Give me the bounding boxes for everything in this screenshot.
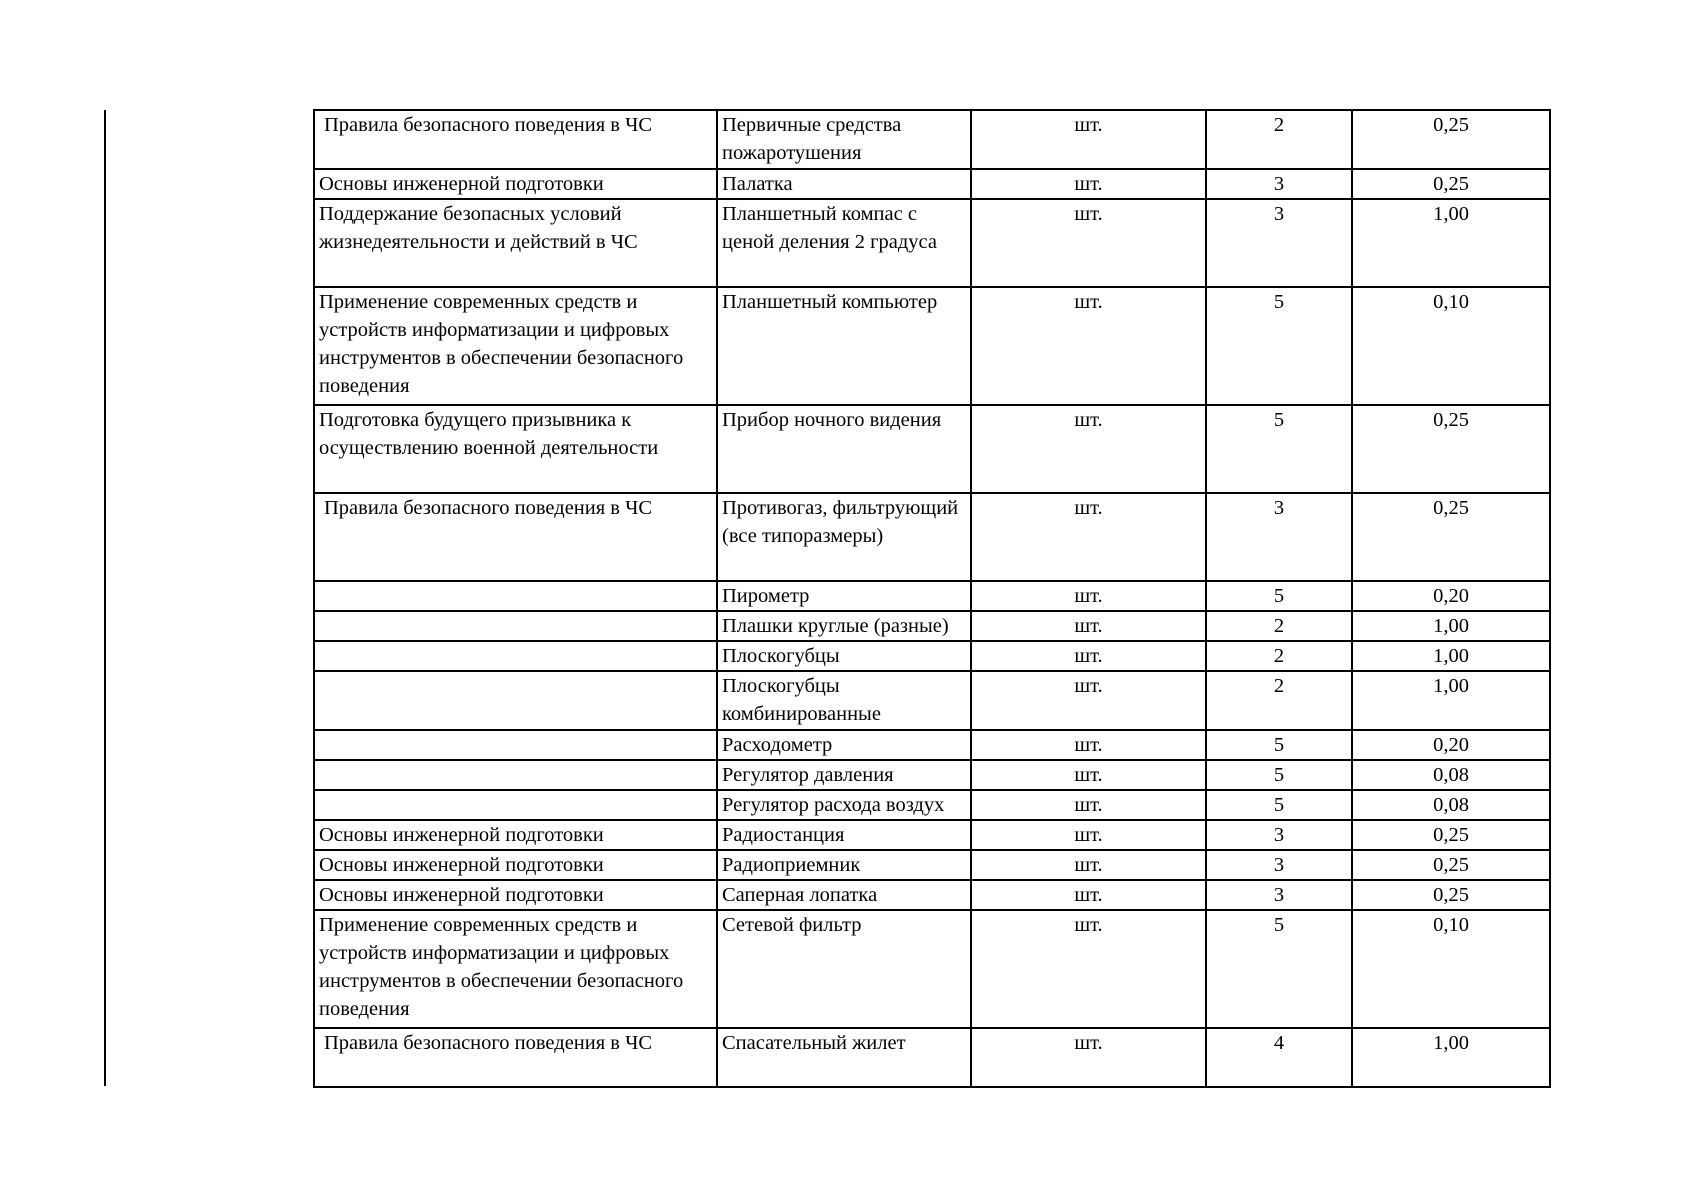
table-row <box>314 199 1550 287</box>
item-cell: Плоскогубцы комбинированные <box>717 671 971 730</box>
norm-cell: 0,25 <box>1352 110 1550 169</box>
unit-cell: шт. <box>971 405 1206 493</box>
norm-cell: 0,08 <box>1352 760 1550 790</box>
norm-cell: 0,25 <box>1352 405 1550 493</box>
unit-cell: шт. <box>971 169 1206 199</box>
table-row <box>314 611 1550 641</box>
unit-cell: шт. <box>971 287 1206 405</box>
unit-cell: шт. <box>971 820 1206 850</box>
unit-cell: шт. <box>971 581 1206 611</box>
quantity-cell: 3 <box>1206 493 1352 581</box>
equipment-table <box>313 109 1551 1088</box>
topic-cell <box>314 760 717 790</box>
quantity-cell: 2 <box>1206 611 1352 641</box>
unit-cell: шт. <box>971 850 1206 880</box>
topic-cell: Основы инженерной подготовки <box>314 169 717 199</box>
topic-cell: Основы инженерной подготовки <box>314 850 717 880</box>
quantity-cell: 5 <box>1206 730 1352 760</box>
unit-cell: шт. <box>971 730 1206 760</box>
item-cell: Пирометр <box>717 581 971 611</box>
item-cell: Первичные средства пожаротушения <box>717 110 971 169</box>
table-row <box>314 169 1550 199</box>
unit-cell: шт. <box>971 1028 1206 1087</box>
quantity-cell: 5 <box>1206 287 1352 405</box>
table-row <box>314 730 1550 760</box>
norm-cell: 0,20 <box>1352 730 1550 760</box>
topic-cell: Основы инженерной подготовки <box>314 820 717 850</box>
topic-cell: Поддержание безопасных условий жизнедеятельности и действий в ЧС <box>314 199 717 287</box>
topic-cell: Правила безопасного поведения в ЧС <box>314 493 717 581</box>
item-cell: Расходометр <box>717 730 971 760</box>
table-row <box>314 641 1550 671</box>
unit-cell: шт. <box>971 910 1206 1028</box>
quantity-cell: 5 <box>1206 760 1352 790</box>
quantity-cell: 2 <box>1206 641 1352 671</box>
unit-cell: шт. <box>971 493 1206 581</box>
quantity-cell: 5 <box>1206 581 1352 611</box>
item-cell: Радиоприемник <box>717 850 971 880</box>
quantity-cell: 5 <box>1206 405 1352 493</box>
item-cell: Плашки круглые (разные) <box>717 611 971 641</box>
quantity-cell: 3 <box>1206 850 1352 880</box>
table-row <box>314 880 1550 910</box>
quantity-cell: 3 <box>1206 169 1352 199</box>
unit-cell: шт. <box>971 641 1206 671</box>
item-cell: Спасательный жилет <box>717 1028 971 1087</box>
topic-cell: Основы инженерной подготовки <box>314 880 717 910</box>
quantity-cell: 5 <box>1206 910 1352 1028</box>
norm-cell: 0,10 <box>1352 910 1550 1028</box>
norm-cell: 0,25 <box>1352 493 1550 581</box>
norm-cell: 0,20 <box>1352 581 1550 611</box>
quantity-cell: 3 <box>1206 880 1352 910</box>
norm-cell: 1,00 <box>1352 641 1550 671</box>
table-row <box>314 850 1550 880</box>
topic-cell <box>314 790 717 820</box>
topic-cell: Правила безопасного поведения в ЧС <box>314 1028 717 1087</box>
item-cell: Прибор ночного видения <box>717 405 971 493</box>
quantity-cell: 3 <box>1206 820 1352 850</box>
table-row <box>314 110 1550 169</box>
norm-cell: 1,00 <box>1352 1028 1550 1087</box>
unit-cell: шт. <box>971 110 1206 169</box>
topic-cell <box>314 611 717 641</box>
table-row <box>314 405 1550 493</box>
quantity-cell: 2 <box>1206 671 1352 730</box>
norm-cell: 0,25 <box>1352 850 1550 880</box>
norm-cell: 0,25 <box>1352 169 1550 199</box>
unit-cell: шт. <box>971 611 1206 641</box>
norm-cell: 0,10 <box>1352 287 1550 405</box>
item-cell: Радиостанция <box>717 820 971 850</box>
table-row <box>314 910 1550 1028</box>
topic-cell: Правила безопасного поведения в ЧС <box>314 110 717 169</box>
topic-cell: Применение современных средств и устройств информатизации и цифровых инструментов в обеспечении безопасного поведения <box>314 287 717 405</box>
topic-cell <box>314 671 717 730</box>
table-row <box>314 287 1550 405</box>
table-row <box>314 1028 1550 1087</box>
topic-cell <box>314 641 717 671</box>
item-cell: Плоскогубцы <box>717 641 971 671</box>
table-row <box>314 820 1550 850</box>
norm-cell: 1,00 <box>1352 199 1550 287</box>
unit-cell: шт. <box>971 671 1206 730</box>
unit-cell: шт. <box>971 790 1206 820</box>
topic-cell: Подготовка будущего призывника к осуществлению военной деятельности <box>314 405 717 493</box>
table-row <box>314 790 1550 820</box>
unit-cell: шт. <box>971 199 1206 287</box>
item-cell: Противогаз, фильтрующий (все типоразмеры) <box>717 493 971 581</box>
item-cell: Планшетный компьютер <box>717 287 971 405</box>
quantity-cell: 5 <box>1206 790 1352 820</box>
table-row <box>314 760 1550 790</box>
norm-cell: 0,08 <box>1352 790 1550 820</box>
table-row <box>314 493 1550 581</box>
item-cell: Саперная лопатка <box>717 880 971 910</box>
quantity-cell: 3 <box>1206 199 1352 287</box>
item-cell: Регулятор расхода воздух <box>717 790 971 820</box>
unit-cell: шт. <box>971 760 1206 790</box>
unit-cell: шт. <box>971 880 1206 910</box>
quantity-cell: 4 <box>1206 1028 1352 1087</box>
item-cell: Палатка <box>717 169 971 199</box>
norm-cell: 1,00 <box>1352 671 1550 730</box>
topic-cell <box>314 730 717 760</box>
table-row <box>314 671 1550 730</box>
left-margin-rule <box>104 110 106 1086</box>
quantity-cell: 2 <box>1206 110 1352 169</box>
table-row <box>314 581 1550 611</box>
item-cell: Сетевой фильтр <box>717 910 971 1028</box>
item-cell: Планшетный компас с ценой деления 2 градуса <box>717 199 971 287</box>
item-cell: Регулятор давления <box>717 760 971 790</box>
topic-cell: Применение современных средств и устройств информатизации и цифровых инструментов в обеспечении безопасного поведения <box>314 910 717 1028</box>
norm-cell: 1,00 <box>1352 611 1550 641</box>
norm-cell: 0,25 <box>1352 880 1550 910</box>
norm-cell: 0,25 <box>1352 820 1550 850</box>
topic-cell <box>314 581 717 611</box>
